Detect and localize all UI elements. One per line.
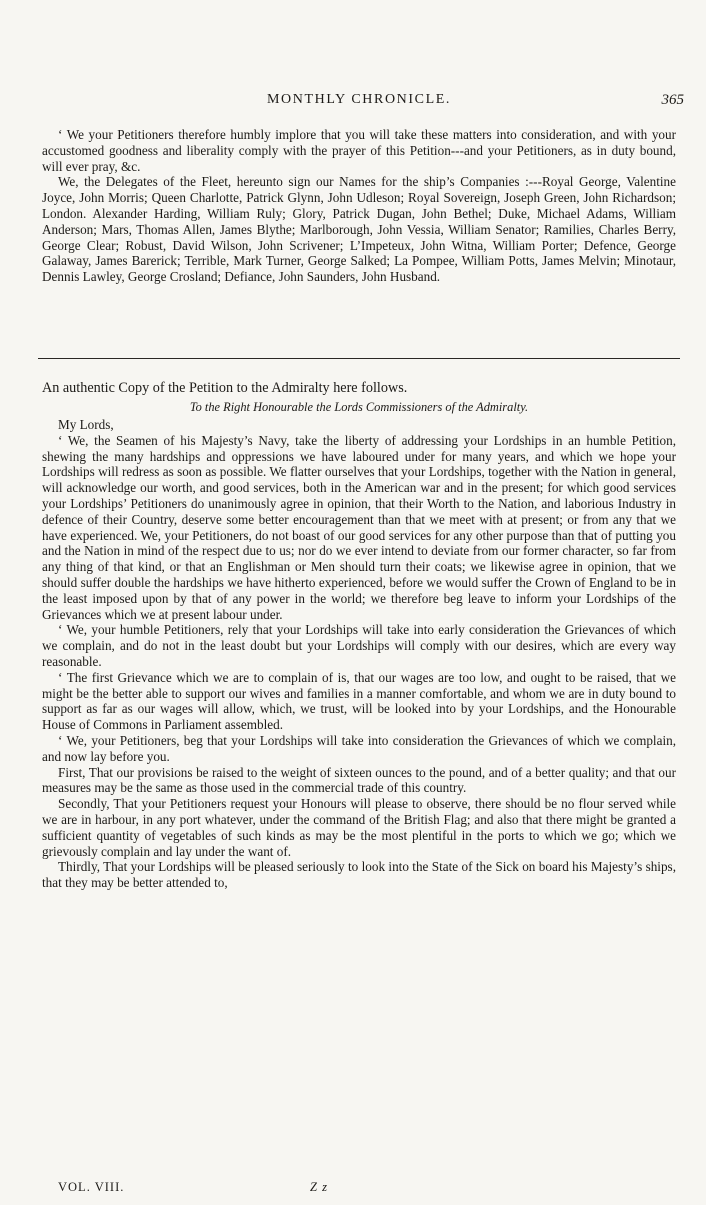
section-divider [38,358,680,359]
petition-paragraph: Thirdly, That your Lordships will be pleased seriously to look into the State of the Sick on board his Majesty’s ships, that they may be better attended to, [42,859,676,891]
delegates-signatures-paragraph: We, the Delegates of the Fleet, hereunto sign our Names for the ship’s Companies :---Royal George, Valentine Joyce, John Morris; Queen Charlotte, Patrick Glynn, John Udleson; Royal Sovereign, Joseph Green, John Richardson; London. Alexander Harding, William Ruly; Glory, Patrick Dugan, John Bethel; Duke, Michael Adams, William Anderson; Mars, Thomas Allen, James Blythe; Marlborough, John Vessia, William Senator; Ramilies, Charles Berry, George Clear; Robust, David Wilson, John Scrivener; L’Impeteux, John Witna, William Porter; Defence, George Galaway, James Barerick; Terrible, Mark Turner, George Salked; La Pompee, William Potts, James Melvin; Minotaur, Dennis Lawley, George Crosland; Defiance, John Saunders, John Husband. [42,174,676,285]
volume-label: VOL. VIII. [58,1180,125,1194]
salutation: My Lords, [58,417,114,432]
page-header [34,92,684,112]
petition-paragraph: ‘ The first Grievance which we are to complain of is, that our wages are too low, and ought to be raised, that we might be the better able to support our wives and families in a manner comfortable, and whom we are in duty bound to support as far as our wages will allow, which, we trust, will be looked into by your Lordships, and the Honourable House of Commons in Parliament assembled. [42,669,676,733]
admiralty-petition-section [42,379,676,891]
petition-paragraph: ‘ We, the Seamen of his Majesty’s Navy, take the liberty of addressing your Lordships in an humble Petition, shewing the many hardships and oppressions we have laboured under for many years, and which we hope your Lordships will redress as soon as possible. We flatter ourselves that your Lordships, together with the Nation in general, will acknowledge our worth, and good services, both in the American war and in the present; for which good services your Lordships’ Petitioners do unanimously agree in opinion, that their Worth to the Nation, and laborious Industry in defence of their Country, deserve some better encouragement than that we meet with at present; or from any that we have experienced. We, your Petitioners, do not boast of our good services for any other purpose than that of putting you and the Nation in mind of the respect due to us; nor do we ever intend to deviate from our former character, so far from any thing of that kind, or that an Englishman or Men should turn their coats; we likewise agree in opinion, that we should suffer double the hardships we have hitherto experienced, before we would suffer the Crown of England to be in the least imposed upon by that of any power in the world; we therefore beg leave to inform your Lordships of the Grievances which we at present labour under. [42,432,676,622]
petition-closing-paragraph: ‘ We your Petitioners therefore humbly implore that you will take these matters into consideration, and with your accustomed goodness and liberality comply with the prayer of this Petition---and your Petitioners, as in duty bound, will ever pray, &c. [42,127,676,174]
petition-paragraph: First, That our provisions be raised to the weight of sixteen ounces to the pound, and of a better quality; and that our measures may be the same as those used in the commercial trade of this country. [42,764,676,796]
section-heading: An authentic Copy of the Petition to the Admiralty here follows. [42,380,408,396]
printer-signature-mark: Z z [310,1180,328,1194]
petition-closing-section [42,127,676,285]
section-subheading: To the Right Honourable the Lords Commissioners of the Admiralty. [189,400,529,414]
page-number: 365 [661,92,684,108]
petition-paragraph: ‘ We, your Petitioners, beg that your Lordships will take into consideration the Grievances of which we complain, and now lay before you. [42,732,676,764]
petition-paragraph: ‘ We, your humble Petitioners, rely that your Lordships will take into early consideration the Grievances of which we complain, and do not in the least doubt but your Lordships will comply with our desires, which are every way reasonable. [42,622,676,669]
petition-paragraph: Secondly, That your Petitioners request your Honours will please to observe, there should be no flour served while we are in harbour, in any port whatever, under the command of the British Flag; and also that there might be granted a sufficient quantity of vegetables of such kinds as may be the most plentiful in the ports to which we go; which we grievously complain and lay under the want of. [42,796,676,859]
running-head: MONTHLY CHRONICLE. [267,92,451,107]
page-footer [58,1180,658,1196]
